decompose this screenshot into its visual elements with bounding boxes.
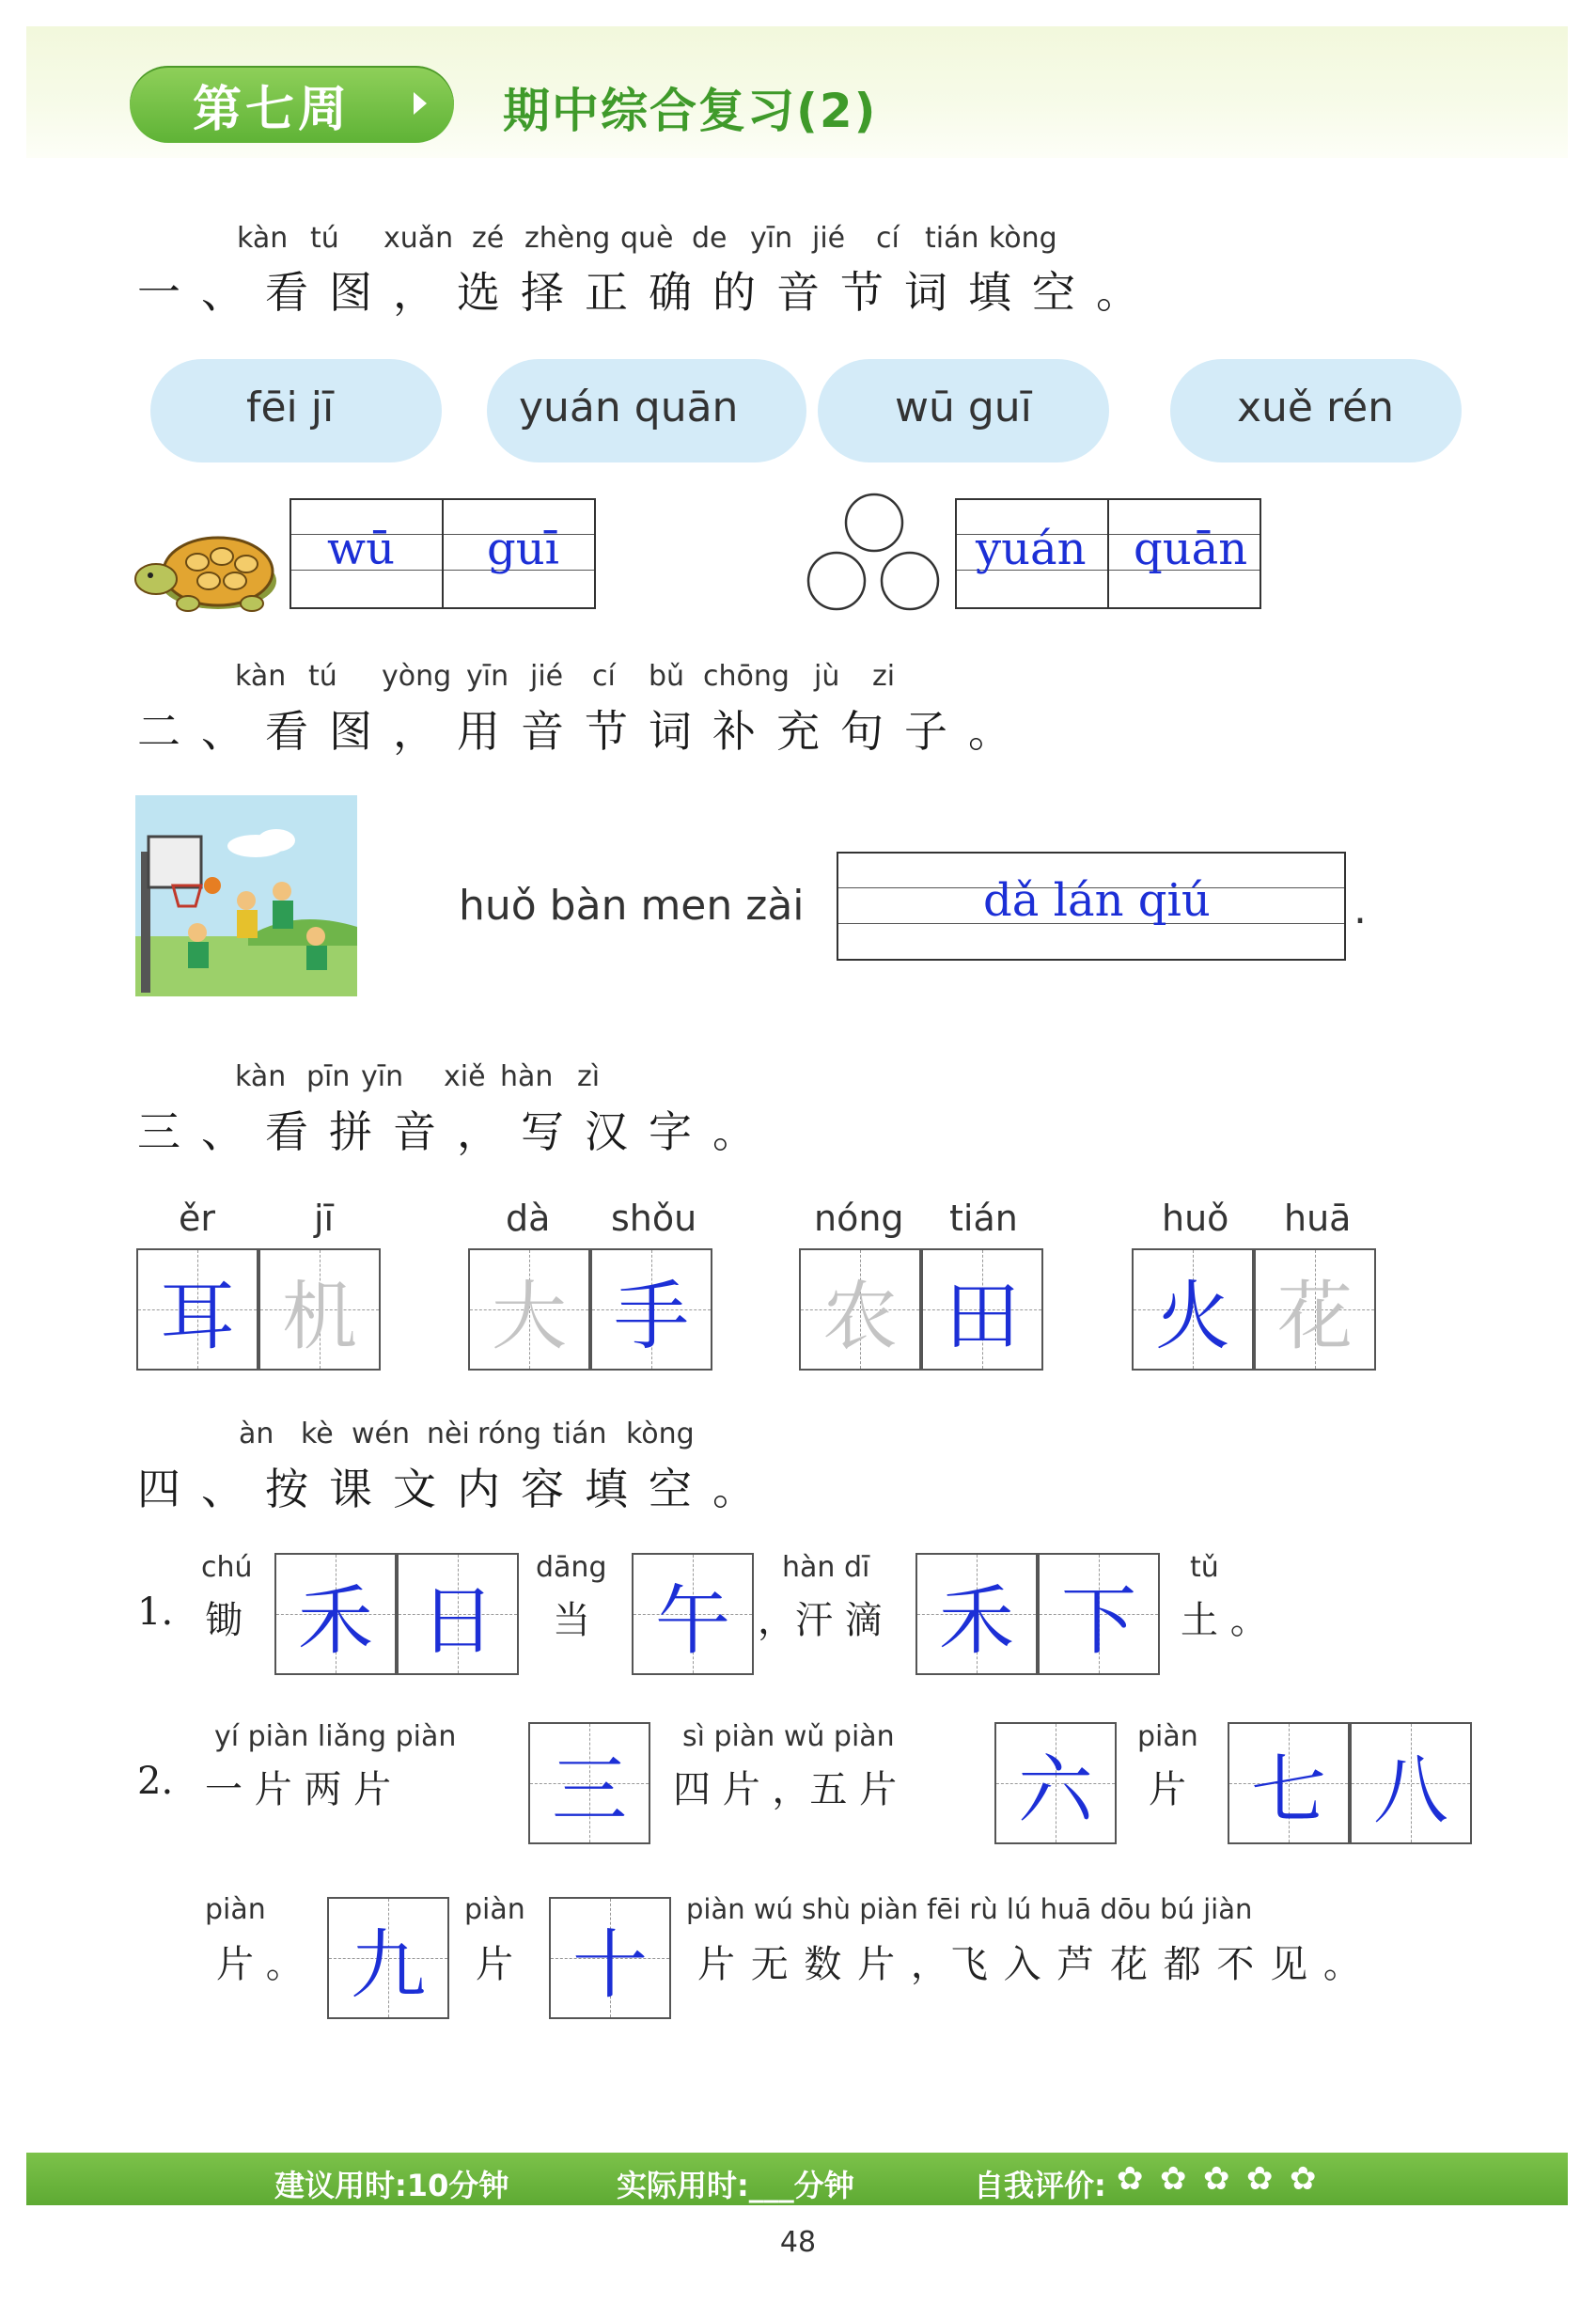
pinyin: tǔ	[1190, 1551, 1219, 1584]
text: 片 无 数 片 ，飞 入 芦 花 都 不 见 。	[697, 1943, 1363, 1986]
char-cell[interactable]: 耳	[136, 1248, 258, 1371]
char-cell[interactable]: 大	[468, 1248, 590, 1371]
text: 片	[476, 1943, 513, 1986]
pinyin: piàn	[464, 1893, 525, 1926]
answer-syllable: quān	[1134, 523, 1248, 575]
lesson-title: 期中综合复习(2)	[503, 84, 878, 138]
word-pinyin: ěr	[179, 1198, 216, 1239]
char-cell[interactable]: 七	[1228, 1722, 1350, 1844]
week-label: 第七周	[193, 82, 352, 138]
sentence-answer: dǎ lán qiú	[983, 874, 1211, 927]
flower-icon[interactable]: ✿	[1203, 2160, 1230, 2198]
s3-title: 三、看拼音，写汉字。	[137, 1106, 776, 1157]
text: ，汗 滴	[758, 1599, 883, 1642]
s4-title: 四、按课文内容填空。	[137, 1464, 776, 1514]
option-text: fēi jī	[246, 384, 335, 431]
word-pinyin: jī	[314, 1198, 335, 1239]
word-pinyin: dà	[506, 1198, 551, 1239]
char-cell[interactable]: 六	[994, 1722, 1117, 1844]
text: 锄	[205, 1599, 243, 1642]
word-pinyin: shǒu	[611, 1198, 697, 1239]
char-cell[interactable]: 手	[590, 1248, 712, 1371]
char-cell[interactable]: 午	[632, 1553, 754, 1675]
pinyin: hàn dī	[782, 1551, 870, 1584]
pinyin: piàn	[205, 1893, 266, 1926]
text: 当	[553, 1599, 590, 1642]
option-text: xuě rén	[1237, 384, 1395, 431]
answer-syllable: wū	[327, 523, 395, 575]
sentence-end: .	[1353, 885, 1367, 933]
pinyin: yí piàn liǎng piàn	[214, 1720, 457, 1753]
basketball-picture	[135, 795, 357, 996]
s2-title: 二、看图，用音节词补充句子。	[137, 706, 1032, 757]
actual-time: 实际用时:___分钟	[617, 2168, 854, 2203]
word-pinyin: huǒ	[1162, 1198, 1229, 1239]
pinyin: piàn wú shù piàn fēi rù lú huā dōu bú jiàn	[686, 1893, 1253, 1925]
char-cell[interactable]: 农	[799, 1248, 921, 1371]
text: 四 片 ，五 片	[673, 1768, 898, 1811]
char-cell[interactable]: 机	[258, 1248, 381, 1371]
pinyin: sì piàn wǔ piàn	[682, 1720, 895, 1753]
answer-box[interactable]	[955, 498, 1261, 609]
option-text: wū guī	[895, 384, 1032, 431]
flower-icon[interactable]: ✿	[1290, 2160, 1317, 2198]
sentence-answer-box[interactable]	[837, 852, 1346, 961]
page-number: 48	[779, 2226, 817, 2259]
s1-title: 一、看图，选择正确的音节词填空。	[137, 267, 1160, 318]
option-text: yuán quān	[519, 384, 739, 431]
word-pinyin: nóng	[814, 1198, 904, 1239]
item-number: 1.	[137, 1590, 174, 1634]
arrow-right-icon	[414, 92, 427, 115]
pinyin: chú	[201, 1551, 253, 1584]
char-cell[interactable]: 花	[1254, 1248, 1376, 1371]
answer-syllable: guī	[487, 523, 559, 575]
char-cell[interactable]: 日	[397, 1553, 519, 1675]
item-number: 2.	[137, 1760, 174, 1803]
pinyin: dāng	[536, 1551, 607, 1584]
flower-icon[interactable]: ✿	[1246, 2160, 1274, 2198]
char-cell[interactable]: 九	[327, 1897, 449, 2019]
text: 片	[1149, 1768, 1186, 1811]
char-cell[interactable]: 十	[549, 1897, 671, 2019]
self-evaluation: 自我评价:	[974, 2168, 1106, 2203]
char-cell[interactable]: 火	[1132, 1248, 1254, 1371]
three-circles-icon	[803, 493, 944, 615]
answer-syllable: yuán	[976, 523, 1087, 575]
char-cell[interactable]: 禾	[915, 1553, 1038, 1675]
char-cell[interactable]: 下	[1038, 1553, 1160, 1675]
answer-box[interactable]	[289, 498, 596, 609]
char-cell[interactable]: 八	[1350, 1722, 1472, 1844]
word-pinyin: tián	[949, 1198, 1018, 1239]
char-cell[interactable]: 禾	[274, 1553, 397, 1675]
char-cell[interactable]: 三	[528, 1722, 650, 1844]
text: 片 。	[216, 1943, 304, 1986]
turtle-icon	[132, 523, 282, 617]
text: 土 。	[1181, 1599, 1268, 1642]
char-cell[interactable]: 田	[921, 1248, 1043, 1371]
text: 一 片 两 片	[205, 1768, 392, 1811]
flower-icon[interactable]: ✿	[1160, 2160, 1187, 2198]
sentence-text: huǒ bàn men zài	[459, 882, 805, 930]
word-pinyin: huā	[1284, 1198, 1352, 1239]
pinyin: piàn	[1137, 1720, 1198, 1753]
flower-icon[interactable]: ✿	[1117, 2160, 1144, 2198]
suggested-time: 建议用时:10分钟	[274, 2168, 509, 2203]
